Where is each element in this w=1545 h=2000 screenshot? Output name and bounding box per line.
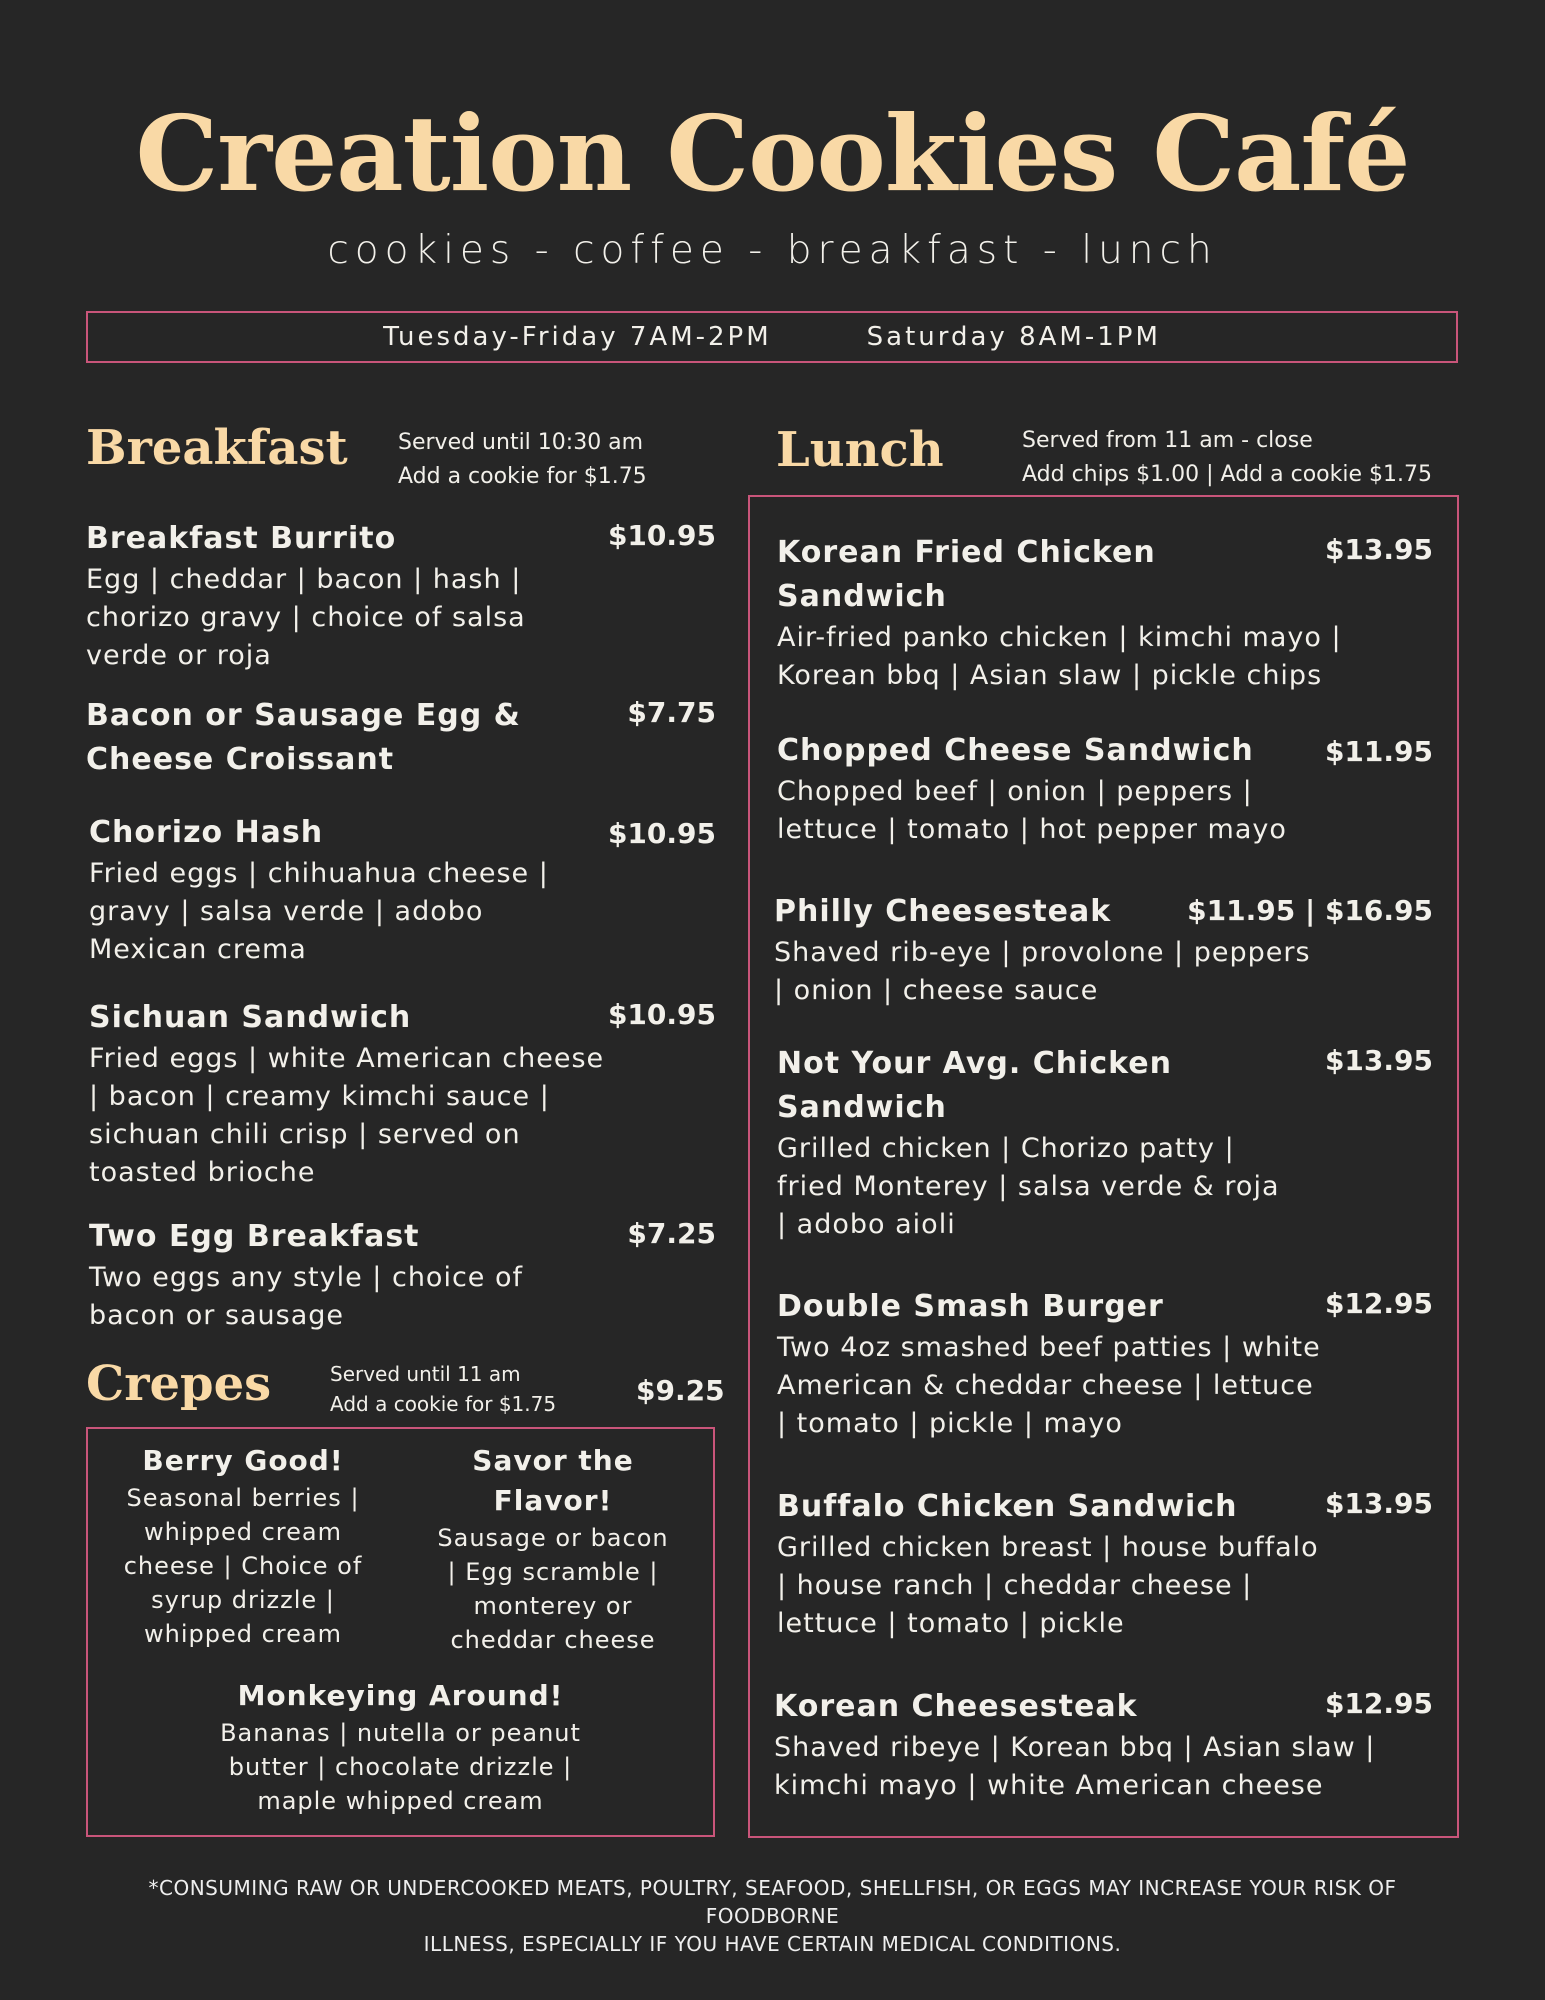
item-name: Sichuan Sandwich [89,1000,412,1035]
desc-line: Fried eggs | white American cheese [89,1043,605,1074]
item-price: $7.75 [627,696,716,729]
disclaimer-line: ILLNESS, ESPECIALLY IF YOU HAVE CERTAIN MEDICAL CONDITIONS. [423,1932,1122,1956]
desc-line: Air-fried panko chicken | kimchi mayo | [777,622,1342,653]
item-price: $11.95 | $16.95 [1187,894,1433,927]
desc-line: | bacon | creamy kimchi sauce | [89,1081,550,1112]
desc-line: | onion | cheese sauce [774,975,1099,1006]
crepes-note-served: Served until 11 am [330,1362,521,1386]
desc-line: Two eggs any style | choice of [89,1262,524,1293]
desc-line: | tomato | pickle | mayo [777,1408,1123,1439]
desc-line: | house ranch | cheddar cheese | [777,1570,1253,1601]
desc-line: Chopped beef | onion | peppers | [777,776,1253,807]
crepe-monkeying-around [148,1676,653,1818]
item-description [86,561,716,675]
breakfast-note-served: Served until 10:30 am [398,430,644,455]
menu-item-buffalo-chicken [777,1485,1433,1643]
item-description [777,619,1433,695]
crepe-description [148,1716,653,1818]
desc-line: chorizo gravy | choice of salsa [86,602,526,633]
menu-item-croissant [86,694,716,782]
desc-line: Shaved ribeye | Korean bbq | Asian slaw | [774,1732,1376,1763]
crepes-price: $9.25 [636,1374,725,1407]
crepes-note-cookie: Add a cookie for $1.75 [330,1392,557,1416]
crepes-note [330,1359,556,1419]
item-price: $10.95 [607,817,716,850]
menu-item-breakfast-burrito [86,517,716,675]
item-price: $11.95 [1324,735,1433,768]
item-name-line2: Sandwich [777,579,947,614]
hours-weekday: Tuesday-Friday 7AM-2PM [383,322,772,352]
desc-line: Grilled chicken breast | house buffalo [777,1532,1319,1563]
item-name-line2: Cheese Croissant [86,742,395,777]
item-name: Two Egg Breakfast [89,1219,420,1254]
item-description [774,934,1433,1010]
desc-line: bacon or sausage [89,1300,345,1331]
desc-line: Egg | cheddar | bacon | hash | [86,564,522,595]
menu-item-sichuan-sandwich [89,996,716,1192]
item-price: $13.95 [1324,1487,1433,1520]
desc-line: kimchi mayo | white American cheese [774,1770,1324,1801]
item-name: Korean Cheesesteak [774,1689,1138,1724]
item-name: Chopped Cheese Sandwich [777,733,1254,768]
item-description [89,855,716,969]
item-description [89,1040,716,1192]
item-name: Chorizo Hash [89,815,324,850]
desc-line: sichuan chili crisp | served on [89,1119,521,1150]
disclaimer-line: *CONSUMING RAW OR UNDERCOOKED MEATS, POULTRY, SEAFOOD, SHELLFISH, OR EGGS MAY INCREASE YOUR RISK OF FOODBORNE [148,1876,1397,1928]
crepe-savor-the-flavor [428,1441,678,1657]
menu-item-philly-cheesesteak [774,890,1433,1010]
item-name: Breakfast Burrito [86,521,397,556]
crepe-description [118,1481,368,1651]
desc-line: syrup drizzle | [151,1586,335,1614]
desc-line: toasted brioche [89,1157,316,1188]
item-price: $13.95 [1324,533,1433,566]
desc-line: Sausage or bacon [437,1524,669,1552]
menu-item-korean-fried-chicken [777,531,1433,695]
item-price: $13.95 [1324,1044,1433,1077]
desc-line: | Egg scramble | [447,1558,659,1586]
desc-line: lettuce | tomato | pickle [777,1608,1125,1639]
item-description [777,773,1433,849]
desc-line: Shaved rib-eye | provolone | peppers [774,937,1311,968]
item-name: Buffalo Chicken Sandwich [777,1489,1238,1524]
crepe-berry-good [118,1441,368,1651]
crepe-name-line2: Flavor! [493,1484,613,1517]
item-name-line2: Sandwich [777,1090,947,1125]
item-price: $10.95 [607,998,716,1031]
desc-line: Korean bbq | Asian slaw | pickle chips [777,660,1323,691]
item-description [777,1130,1433,1244]
desc-line: Seasonal berries | [126,1484,360,1512]
item-price: $12.95 [1324,1687,1433,1720]
hours-banner [86,311,1458,363]
breakfast-note-cookie: Add a cookie for $1.75 [398,464,647,489]
item-price: $7.25 [627,1217,716,1250]
menu-item-chopped-cheese [777,729,1433,849]
crepe-name: Savor the [472,1444,634,1477]
item-description [774,1729,1433,1805]
item-name: Not Your Avg. Chicken [777,1046,1172,1081]
lunch-note [1022,424,1432,492]
menu-item-two-egg-breakfast [89,1215,716,1335]
lunch-box [748,495,1459,1838]
desc-line: whipped cream [144,1620,342,1648]
food-safety-disclaimer [80,1874,1465,1958]
cafe-title: Creation Cookies Café [135,92,1410,215]
desc-line: cheese | Choice of [123,1552,363,1580]
desc-line: whipped cream [144,1518,342,1546]
crepe-name: Berry Good! [142,1444,344,1477]
item-name: Philly Cheesesteak [774,894,1112,929]
desc-line: monterey or [473,1592,633,1620]
item-description [89,1259,716,1335]
lunch-note-served: Served from 11 am - close [1022,428,1313,453]
lunch-title: Lunch [776,422,944,478]
menu-item-korean-cheesesteak [774,1685,1433,1805]
desc-line: Mexican crema [89,934,307,965]
hours-saturday: Saturday 8AM-1PM [866,322,1161,352]
item-description [777,1529,1433,1643]
desc-line: lettuce | tomato | hot pepper mayo [777,814,1287,845]
desc-line: fried Monterey | salsa verde & roja [777,1171,1280,1202]
desc-line: maple whipped cream [257,1787,544,1815]
menu-item-not-your-avg-chicken [777,1042,1433,1244]
item-price: $12.95 [1324,1287,1433,1320]
menu-item-chorizo-hash [89,811,716,969]
crepes-box [86,1427,715,1837]
item-name: Double Smash Burger [777,1289,1164,1324]
item-name: Korean Fried Chicken [777,535,1156,570]
item-description [777,1329,1433,1443]
desc-line: Grilled chicken | Chorizo patty | [777,1133,1235,1164]
desc-line: gravy | salsa verde | adobo [89,896,484,927]
breakfast-note [398,426,647,494]
desc-line: butter | chocolate drizzle | [228,1753,573,1781]
desc-line: American & cheddar cheese | lettuce [777,1370,1314,1401]
item-name: Bacon or Sausage Egg & [86,698,521,733]
crepes-title: Crepes [86,1356,272,1412]
crepe-description [428,1521,678,1657]
desc-line: verde or roja [86,640,272,671]
desc-line: cheddar cheese [450,1626,656,1654]
desc-line: Two 4oz smashed beef patties | white [777,1332,1321,1363]
menu-item-double-smash-burger [777,1285,1433,1443]
breakfast-title: Breakfast [86,420,348,476]
lunch-note-addons: Add chips $1.00 | Add a cookie $1.75 [1022,462,1432,487]
desc-line: Fried eggs | chihuahua cheese | [89,858,549,889]
tagline: cookies - coffee - breakfast - lunch [327,228,1218,273]
crepe-name: Monkeying Around! [237,1679,564,1712]
desc-line: | adobo aioli [777,1209,956,1240]
item-price: $10.95 [607,519,716,552]
desc-line: Bananas | nutella or peanut [220,1719,581,1747]
